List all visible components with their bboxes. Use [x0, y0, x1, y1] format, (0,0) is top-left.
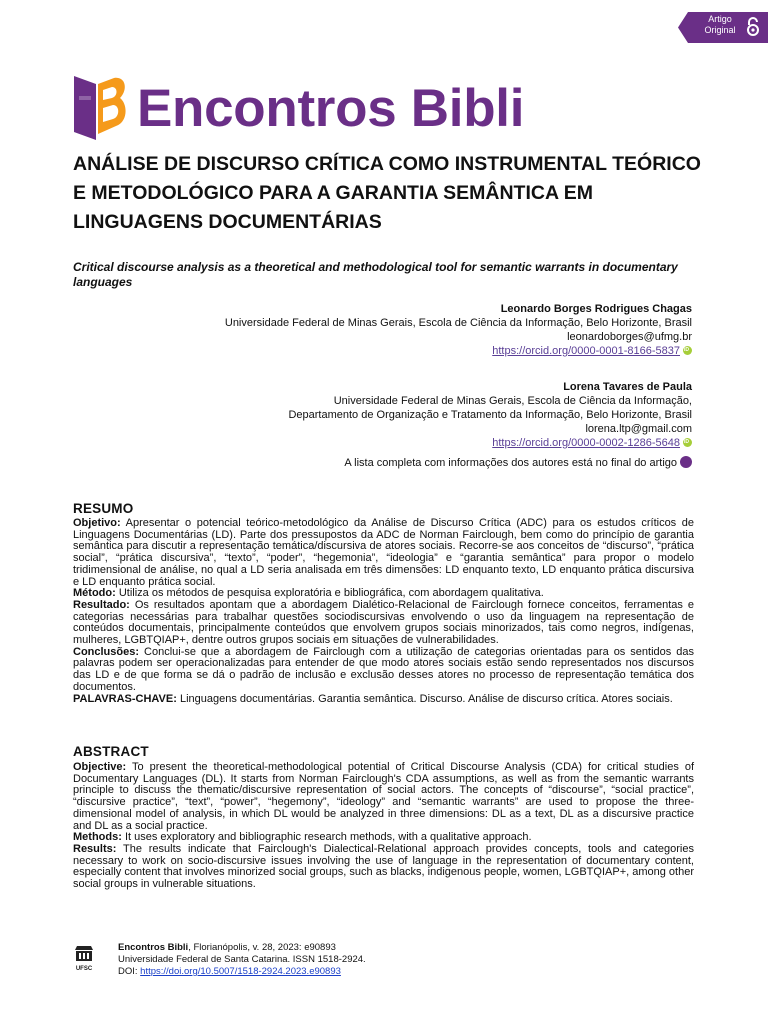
author-email: lorena.ltp@gmail.com — [585, 423, 692, 435]
open-access-icon — [746, 17, 760, 37]
article-subtitle: Critical discourse analysis as a theoretical and methodological tool for semantic warrants in documentary languages — [73, 260, 678, 289]
abstract-body — [73, 762, 694, 891]
footer-university: Universidade Federal de Santa Catarina. ISSN 1518-2924. — [118, 954, 366, 965]
badge-line-1: Artigo — [708, 14, 732, 24]
badge-line-2: Original — [704, 25, 736, 35]
author-affiliation: Universidade Federal de Minas Gerais, Escola de Ciência da Informação, — [333, 395, 692, 407]
author-email: leonardoborges@ufmg.br — [567, 331, 692, 343]
author-block — [92, 380, 692, 450]
author-list — [92, 302, 692, 472]
orcid-icon — [683, 346, 692, 355]
orcid-link[interactable]: https://orcid.org/0000-0002-1286-5648 — [492, 437, 680, 449]
doi-label: DOI: — [118, 966, 141, 977]
abstract-results: The results indicate that Fairclough's Dialectical-Relational approach provides concepts, tools and categories necessary to work on socio-discursive issues involving the use of language in the representation of documentary content, especially content that involves minorized social groups, such as blacks, indigenous people, women, LGBTQIAP+, among other social groups in vulnerable situations. — [73, 842, 694, 891]
label: Results: — [73, 842, 117, 855]
journal-name: Encontros Bibli — [137, 79, 525, 138]
label: Objective: — [73, 761, 127, 773]
author-name: Lorena Tavares de Paula — [563, 381, 692, 393]
author-name: Leonardo Borges Rodrigues Chagas — [500, 303, 692, 315]
journal-logo-icon — [74, 76, 128, 140]
abstract-objective: To present the theoretical-methodological potential of Critical Discourse Analysis (CDA) for critical studies of Documentary Languages (DL). It starts from Norman Fairclough's CDA assumptions, as well as from the semantic warrants principle to discuss the thematic/discursive representation of social actors. The concepts of “discourse”, “social practice”, “discursive practice”, “text”, “power”, “hegemony”, “ideology” and “semantic warrants” are used to propose the three-dimensional model of analysis, in which DL would be analyzed in three dimensions: DL as a text, DL as a discursive practice and DL as a social practice. — [73, 761, 695, 832]
author-affiliation: Universidade Federal de Minas Gerais, Escola de Ciência da Informação, Belo Horizonte, Brasil — [224, 317, 692, 329]
resumo-resultado: Os resultados apontam que a abordagem Dialético-Relacional de Fairclough fornece conceitos, ferramentas e categorias necessárias para trabalhar questões sociodiscursivas envolvendo o uso da linguagem na representação de conteúdos documentais, principalmente conteúdos que envolvem grupos sociais minorizados, tais como negros, indígenas, mulheres, LGBTQIAP+, dentre outros grupos sociais em situações de vulnerabilidades. — [73, 598, 694, 647]
author-note-icon[interactable] — [680, 456, 692, 468]
abstract-methods: It uses exploratory and bibliographic research methods, with a qualitative approach. — [124, 831, 532, 844]
orcid-icon — [683, 438, 692, 447]
author-note — [344, 456, 692, 470]
author-block — [92, 302, 692, 358]
resumo-metodo: Utiliza os métodos de pesquisa exploratória e bibliográfica, com abordagem qualitativa. — [118, 587, 544, 600]
label: PALAVRAS-CHAVE: — [73, 692, 177, 705]
label: Objetivo: — [73, 517, 121, 529]
label: Método: — [73, 587, 116, 600]
footer-citation — [118, 942, 366, 954]
ufsc-logo-icon — [73, 944, 95, 972]
footer-journal: Encontros Bibli — [118, 942, 189, 953]
orcid-link[interactable]: https://orcid.org/0000-0001-8166-5837 — [492, 345, 680, 357]
resumo-objetivo: Apresentar o potencial teórico-metodológico da Análise de Discurso Crítica (ADC) para os estudos críticos de Linguagens Documentárias (LD). Parte dos pressupostos da ADC de Norman Fairclough, bem como do princípio de garantia semântica para discutir a representação temática/discursiva de atores sociais. Recorre-se aos conceitos de “discurso”, “prática social”, “prática discursiva”, “texto”, “poder”, “hegemonia”, “ideologia” e “garantia semântica” para propor o modelo tridimensional de análise, no qual a LD seria analisada em três dimensões: LD enquanto texto, LD enquanto prática discursiva e LD enquanto prática social. — [73, 517, 694, 588]
label: Resultado: — [73, 598, 130, 611]
abstract-heading: ABSTRACT — [73, 744, 149, 759]
resumo-conclusoes: Conclui-se que a abordagem de Fairclough com a utilização de categorias orientadas para os sentidos das palavras podem ser operacionalizadas para entender de que modo atores sociais estão sendo representados nos discursos das LD e de que forma se dá o padrão de inclusão e exclusão desses atores no processo de representação temática dos documentos. — [73, 645, 694, 693]
doi-link[interactable]: https://doi.org/10.5007/1518-2924.2023.e90893 — [140, 966, 341, 977]
footer-doi — [118, 966, 366, 978]
resumo-heading: RESUMO — [73, 501, 134, 516]
author-orcid — [92, 436, 692, 450]
footer-citation-text: , Florianópolis, v. 28, 2023: e90893 — [188, 942, 336, 953]
resumo-body — [73, 518, 694, 705]
article-title: ANÁLISE DE DISCURSO CRÍTICA COMO INSTRUMENTAL TEÓRICO E METODOLÓGICO PARA A GARANTIA SEMÂNTICA EM LINGUAGENS DOCUMENTÁRIAS — [73, 153, 701, 233]
label: Methods: — [73, 831, 122, 844]
author-orcid — [92, 344, 692, 358]
article-type-label — [700, 14, 740, 36]
footer — [118, 942, 366, 978]
resumo-keywords: Linguagens documentárias. Garantia semântica. Discurso. Análise de discurso crítica. Atores sociais. — [179, 692, 673, 705]
ufsc-logo-text: UFSC — [75, 966, 93, 972]
label: Conclusões: — [73, 645, 140, 658]
author-affiliation: Departamento de Organização e Tratamento da Informação, Belo Horizonte, Brasil — [288, 409, 692, 421]
author-note-text: A lista completa com informações dos autores está no final do artigo — [344, 457, 677, 469]
